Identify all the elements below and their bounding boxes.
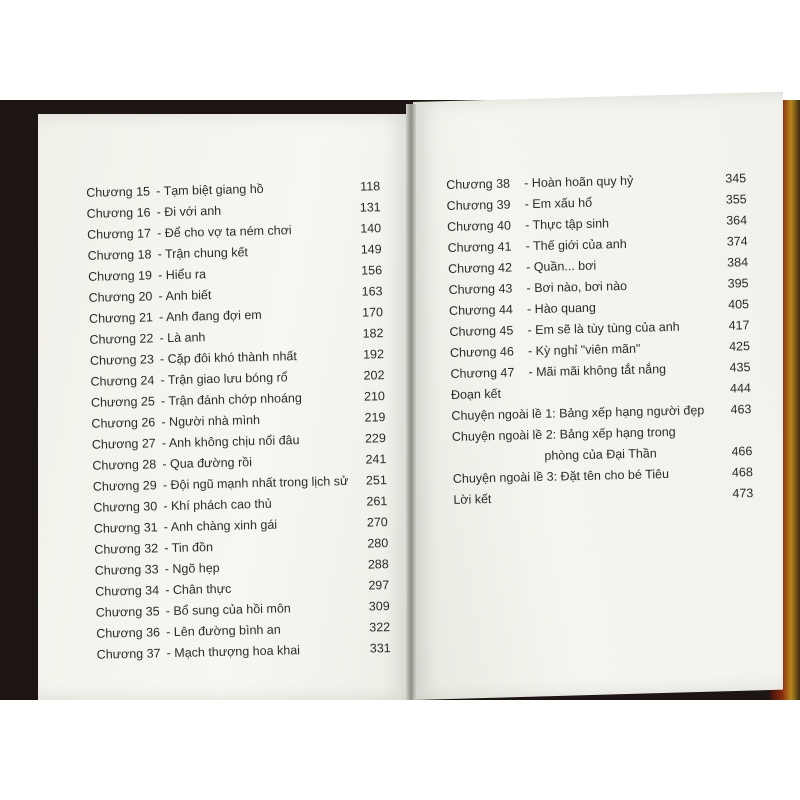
toc-chapter-title: - Chân thực	[165, 581, 232, 598]
toc-chapter-label: Chương 17	[87, 226, 152, 242]
toc-page-number: 417	[728, 318, 750, 333]
toc-entry-title: Lời kết	[453, 492, 492, 507]
toc-page-number: 435	[729, 360, 751, 375]
toc-chapter-label: Chương 25	[90, 394, 155, 410]
toc-page-number: 297	[368, 578, 390, 593]
toc-chapter-title: - Trận chung kết	[157, 245, 249, 262]
toc-chapter-label: Chương 40	[447, 218, 512, 234]
toc-page-number: 270	[366, 515, 388, 530]
toc-page-number: 364	[726, 213, 748, 228]
toc-chapter-title: - Hoàn hoãn quy hỷ	[524, 173, 634, 191]
toc-chapter-label: Chương 41	[447, 239, 512, 255]
toc-chapter-label: Chương 23	[89, 352, 155, 368]
toc-page-number: 163	[361, 284, 383, 299]
toc-chapter-title: - Tin đồn	[164, 540, 214, 556]
toc-chapter-label: Chương 37	[96, 646, 161, 662]
toc-chapter-label: Chương 36	[96, 625, 161, 641]
toc-chapter-label: Chương 27	[91, 436, 156, 452]
toc-chapter-label: Chương 35	[95, 604, 160, 620]
toc-chapter-title: - Anh không chịu nổi đâu	[161, 433, 300, 451]
toc-chapter-label: Chương 21	[88, 310, 154, 326]
toc-chapter-title: - Là anh	[159, 330, 206, 346]
toc-page-number: 425	[728, 339, 751, 354]
toc-chapter-label: Chương 39	[446, 197, 511, 213]
toc-chapter-title: - Cặp đôi khó thành nhất	[159, 349, 298, 367]
toc-page-number: 355	[725, 192, 747, 207]
toc-chapter-label: Chương 20	[88, 289, 153, 305]
toc-entry-title: Chuyện ngoài lề 3: Đặt tên cho bé Tiêu	[452, 467, 670, 486]
toc-chapter-title: - Mạch thượng hoa khai	[166, 643, 301, 661]
toc-entry-page: 468	[731, 465, 753, 480]
toc-chapter-title: - Thực tập sinh	[525, 216, 610, 233]
toc-chapter-label: Chương 15	[86, 184, 151, 200]
toc-chapter-label: Chương 18	[87, 247, 152, 263]
toc-chapter-label: Chương 45	[449, 323, 514, 339]
toc-page-number: 202	[363, 368, 385, 383]
toc-chapter-title: - Hào quang	[526, 300, 597, 317]
toc-chapter-title: - Em xấu hổ	[524, 195, 593, 212]
toc-chapter-label: Chương 32	[94, 541, 159, 557]
toc-chapter-title: - Tạm biệt giang hồ	[156, 181, 264, 199]
toc-chapter-title: - Trận giao lưu bóng rổ	[160, 370, 288, 388]
toc-entry-page: 463	[730, 402, 752, 417]
toc-chapter-title: - Đi với anh	[156, 203, 222, 220]
toc-right-list	[446, 168, 754, 511]
toc-chapter-label: Chương 46	[449, 344, 515, 360]
toc-chapter-label: Chương 43	[448, 281, 513, 297]
toc-page-number: 170	[361, 305, 384, 320]
toc-entry-title-cont: phòng của Đại Thần	[544, 446, 657, 463]
toc-page-number: 229	[364, 431, 387, 446]
toc-page-number: 331	[369, 641, 391, 656]
toc-chapter-title: - Bổ sung của hồi môn	[165, 601, 291, 619]
toc-chapter-title: - Kỳ nghỉ "viên mãn"	[527, 341, 641, 359]
toc-page-number: 182	[362, 326, 384, 341]
toc-page-number: 241	[365, 452, 387, 467]
toc-page-number: 395	[727, 276, 749, 291]
toc-page-number: 384	[727, 255, 749, 270]
toc-entry-page: 466	[731, 444, 753, 459]
toc-page-number: 149	[360, 242, 382, 257]
toc-page-number: 118	[360, 179, 381, 194]
toc-chapter-title: - Lên đường bình an	[166, 622, 281, 640]
toc-chapter-label: Chương 16	[86, 205, 151, 221]
toc-page-number: 156	[361, 263, 383, 278]
toc-chapter-title: - Bơi nào, bơi nào	[526, 278, 628, 296]
toc-page-number: 288	[367, 557, 389, 572]
toc-page-number: 140	[360, 221, 382, 236]
toc-chapter-title: - Anh đang đợi em	[158, 307, 262, 325]
toc-chapter-title: - Mãi mãi không tắt nắng	[528, 362, 667, 380]
toc-chapter-label: Chương 42	[447, 260, 513, 276]
toc-chapter-label: Chương 24	[90, 373, 155, 389]
toc-chapter-title: - Để cho vợ ta ném chơi	[157, 223, 292, 241]
toc-chapter-title: - Hiểu ra	[157, 267, 207, 283]
toc-page-number: 309	[368, 599, 390, 614]
toc-entry-title: Đoạn kết	[450, 386, 502, 402]
toc-chapter-label: Chương 22	[89, 331, 154, 347]
toc-right-chapters	[446, 168, 751, 385]
toc-chapter-title: - Anh chàng xinh gái	[163, 517, 278, 535]
toc-page-number: 210	[363, 389, 386, 404]
toc-chapter-label: Chương 47	[450, 365, 515, 381]
toc-chapter-label: Chương 30	[93, 499, 158, 515]
toc-page-number: 405	[727, 297, 750, 312]
toc-chapter-label: Chương 31	[93, 520, 158, 536]
toc-page-number: 280	[367, 536, 389, 551]
toc-chapter-title: - Khí phách cao thủ	[163, 496, 272, 514]
book-gutter	[406, 104, 416, 700]
toc-chapter-label: Chương 38	[446, 176, 511, 192]
toc-left-list	[80, 176, 391, 666]
toc-chapter-title: - Thế giới của anh	[525, 236, 627, 254]
toc-page-number: 261	[366, 494, 388, 509]
toc-page-number: 345	[725, 171, 747, 186]
toc-entry-title: Chuyện ngoài lề 1: Bảng xếp hạng người đẹp	[451, 403, 705, 423]
toc-chapter-label: Chương 28	[92, 457, 157, 473]
toc-chapter-title: - Trận đánh chớp nhoáng	[160, 391, 303, 409]
toc-chapter-label: Chương 19	[87, 268, 153, 284]
toc-chapter-title: - Người nhà mình	[161, 412, 261, 430]
toc-page-number: 322	[369, 620, 391, 635]
toc-chapter-title: - Đội ngũ mạnh nhất trong lịch sử	[162, 473, 349, 493]
toc-chapter-title: - Qua đường rồi	[162, 455, 253, 472]
toc-chapter-title: - Quần... bơi	[525, 258, 597, 275]
toc-chapter-title: - Ngõ hẹp	[164, 560, 220, 577]
toc-chapter-label: Chương 44	[448, 302, 514, 318]
toc-chapter-title: - Em sẽ là tùy tùng của anh	[527, 319, 680, 338]
toc-page-number: 131	[359, 200, 381, 215]
toc-page-number: 251	[365, 473, 387, 488]
toc-page-number: 192	[362, 347, 385, 362]
toc-chapter-label: Chương 34	[95, 583, 160, 599]
toc-page-number: 374	[726, 234, 748, 249]
toc-entry-page: 473	[732, 486, 754, 501]
toc-chapter-label: Chương 33	[94, 562, 159, 578]
toc-chapter-label: Chương 29	[92, 478, 157, 494]
toc-entry-title: Chuyện ngoài lề 2: Bảng xếp hạng trong	[451, 424, 676, 444]
toc-entry-page: 444	[729, 381, 752, 396]
toc-page-number: 219	[364, 410, 386, 425]
toc-chapter-title: - Anh biết	[158, 288, 212, 304]
toc-chapter-label: Chương 26	[91, 415, 156, 431]
